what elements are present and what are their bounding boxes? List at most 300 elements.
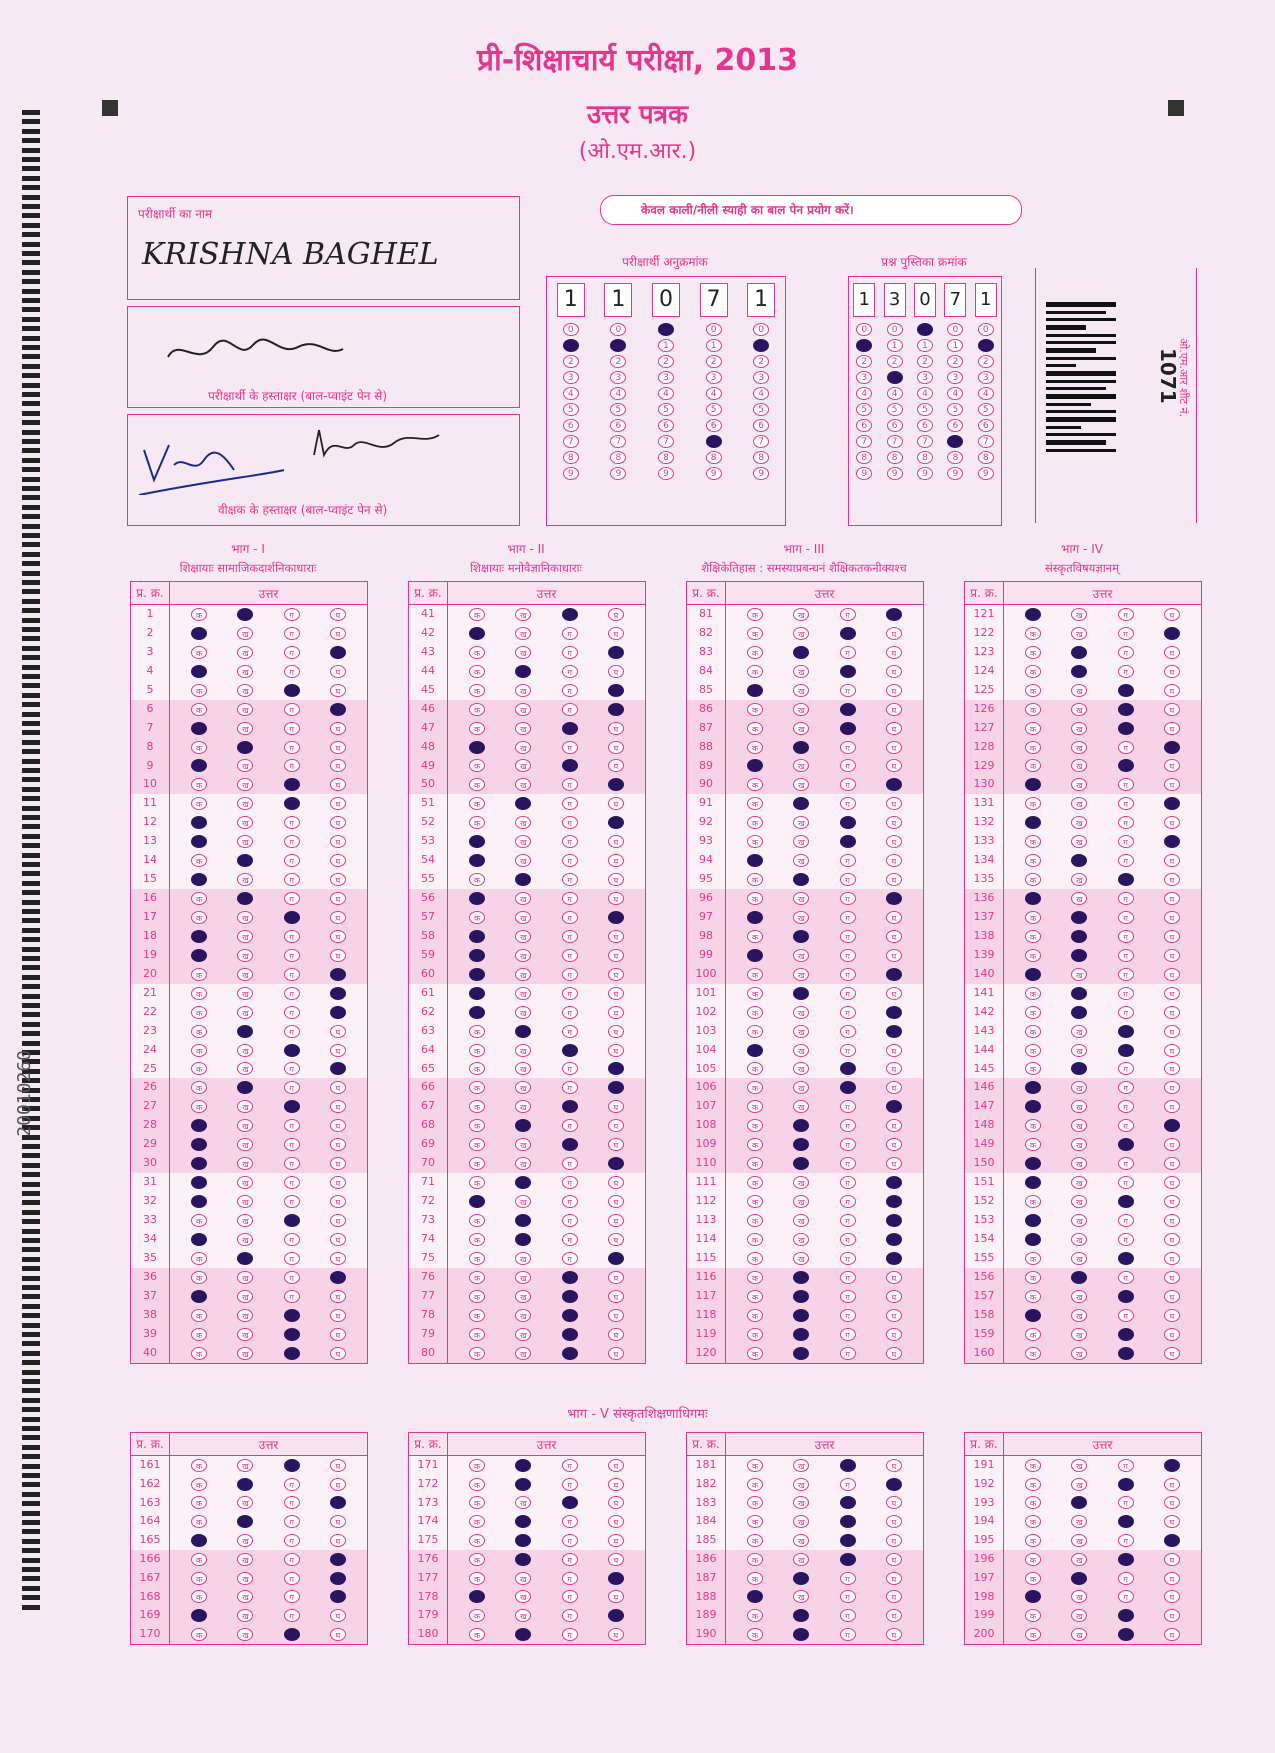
answer-bubble[interactable]: घ xyxy=(886,1252,902,1265)
answer-bubble[interactable]: ख xyxy=(1071,797,1087,810)
answer-bubble[interactable]: घ xyxy=(1164,1252,1180,1265)
answer-bubble[interactable]: ग xyxy=(1118,1496,1134,1509)
answer-bubble[interactable]: ग xyxy=(840,608,856,621)
answer-bubble[interactable]: ग xyxy=(284,1553,300,1566)
answer-bubble[interactable]: क xyxy=(747,911,763,924)
answer-bubble[interactable]: ख xyxy=(515,778,531,791)
answer-bubble[interactable]: क xyxy=(191,873,207,886)
answer-bubble[interactable]: ग xyxy=(284,1062,300,1075)
answer-bubble[interactable]: क xyxy=(747,1609,763,1622)
answer-bubble[interactable]: ग xyxy=(284,1609,300,1622)
answer-bubble[interactable]: घ xyxy=(608,1081,624,1094)
answer-bubble[interactable]: ग xyxy=(1118,1157,1134,1170)
answer-bubble[interactable]: ग xyxy=(284,1628,300,1641)
answer-bubble[interactable]: ख xyxy=(1071,1006,1087,1019)
answer-bubble[interactable]: क xyxy=(191,797,207,810)
answer-bubble[interactable]: ख xyxy=(793,1478,809,1491)
answer-bubble[interactable]: घ xyxy=(1164,778,1180,791)
answer-bubble[interactable]: ख xyxy=(793,1252,809,1265)
answer-bubble[interactable]: क xyxy=(191,1290,207,1303)
answer-bubble[interactable]: ख xyxy=(515,1328,531,1341)
answer-bubble[interactable]: क xyxy=(469,1609,485,1622)
answer-bubble[interactable]: घ xyxy=(886,1025,902,1038)
answer-bubble[interactable]: घ xyxy=(608,1195,624,1208)
answer-bubble[interactable]: ग xyxy=(284,703,300,716)
answer-bubble[interactable]: ख xyxy=(237,1157,253,1170)
answer-bubble[interactable]: ख xyxy=(1071,1459,1087,1472)
answer-bubble[interactable]: ग xyxy=(562,1590,578,1603)
answer-bubble[interactable]: ग xyxy=(840,1044,856,1057)
answer-bubble[interactable]: ग xyxy=(840,627,856,640)
answer-bubble[interactable]: क xyxy=(1025,816,1041,829)
answer-bubble[interactable]: ग xyxy=(284,741,300,754)
answer-bubble[interactable]: क xyxy=(1025,1309,1041,1322)
answer-bubble[interactable]: घ xyxy=(1164,1062,1180,1075)
answer-bubble[interactable]: ख xyxy=(793,1496,809,1509)
answer-bubble[interactable]: ख xyxy=(793,1328,809,1341)
answer-bubble[interactable]: क xyxy=(469,703,485,716)
answer-bubble[interactable]: घ xyxy=(608,949,624,962)
answer-bubble[interactable]: क xyxy=(469,1100,485,1113)
answer-bubble[interactable]: ख xyxy=(793,1309,809,1322)
answer-bubble[interactable]: ख xyxy=(515,1138,531,1151)
answer-bubble[interactable]: ग xyxy=(284,1572,300,1585)
digit-bubble[interactable]: 4 xyxy=(563,387,579,400)
answer-bubble[interactable]: ग xyxy=(562,797,578,810)
digit-bubble[interactable]: 0 xyxy=(706,323,722,336)
answer-bubble[interactable]: क xyxy=(191,1044,207,1057)
answer-bubble[interactable]: ख xyxy=(793,1515,809,1528)
answer-bubble[interactable]: ग xyxy=(1118,1081,1134,1094)
answer-bubble[interactable]: घ xyxy=(608,797,624,810)
answer-bubble[interactable]: ग xyxy=(1118,1062,1134,1075)
answer-bubble[interactable]: ख xyxy=(793,722,809,735)
digit-bubble[interactable]: 2 xyxy=(978,355,994,368)
answer-bubble[interactable]: घ xyxy=(886,1609,902,1622)
answer-bubble[interactable]: घ xyxy=(1164,1609,1180,1622)
answer-bubble[interactable]: ख xyxy=(793,1119,809,1132)
answer-bubble[interactable]: ग xyxy=(1118,1252,1134,1265)
answer-bubble[interactable]: ख xyxy=(793,1025,809,1038)
answer-bubble[interactable]: ख xyxy=(515,1025,531,1038)
answer-bubble[interactable]: ख xyxy=(237,684,253,697)
answer-bubble[interactable]: क xyxy=(469,722,485,735)
answer-bubble[interactable]: घ xyxy=(1164,1025,1180,1038)
answer-bubble[interactable]: क xyxy=(191,1590,207,1603)
answer-bubble[interactable]: क xyxy=(191,892,207,905)
answer-bubble[interactable]: ख xyxy=(1071,873,1087,886)
answer-bubble[interactable]: क xyxy=(747,1044,763,1057)
answer-bubble[interactable]: ग xyxy=(562,873,578,886)
answer-bubble[interactable]: ग xyxy=(562,759,578,772)
answer-bubble[interactable]: क xyxy=(191,1572,207,1585)
answer-bubble[interactable]: ख xyxy=(1071,1138,1087,1151)
answer-bubble[interactable]: ख xyxy=(237,1347,253,1360)
answer-bubble[interactable]: घ xyxy=(886,646,902,659)
answer-bubble[interactable]: ग xyxy=(840,1478,856,1491)
answer-bubble[interactable]: घ xyxy=(330,930,346,943)
answer-bubble[interactable]: ग xyxy=(1118,1290,1134,1303)
answer-bubble[interactable]: ग xyxy=(1118,968,1134,981)
answer-bubble[interactable]: ख xyxy=(1071,1195,1087,1208)
answer-bubble[interactable]: ग xyxy=(840,1025,856,1038)
answer-bubble[interactable]: ग xyxy=(284,1478,300,1491)
answer-bubble[interactable]: घ xyxy=(608,1214,624,1227)
answer-bubble[interactable]: क xyxy=(469,835,485,848)
answer-bubble[interactable]: घ xyxy=(1164,1233,1180,1246)
answer-bubble[interactable]: क xyxy=(1025,835,1041,848)
digit-bubble[interactable]: 5 xyxy=(610,403,626,416)
answer-bubble[interactable]: ख xyxy=(515,835,531,848)
answer-bubble[interactable]: घ xyxy=(330,759,346,772)
answer-bubble[interactable]: क xyxy=(747,1628,763,1641)
answer-bubble[interactable]: घ xyxy=(608,1534,624,1547)
answer-bubble[interactable]: घ xyxy=(608,1459,624,1472)
answer-bubble[interactable]: घ xyxy=(330,1176,346,1189)
answer-bubble[interactable]: क xyxy=(469,930,485,943)
answer-bubble[interactable]: घ xyxy=(886,930,902,943)
answer-bubble[interactable]: घ xyxy=(330,646,346,659)
answer-bubble[interactable]: ख xyxy=(793,968,809,981)
answer-bubble[interactable]: ग xyxy=(562,854,578,867)
answer-bubble[interactable]: ख xyxy=(237,930,253,943)
answer-bubble[interactable]: घ xyxy=(1164,703,1180,716)
answer-bubble[interactable]: क xyxy=(1025,1214,1041,1227)
answer-bubble[interactable]: ख xyxy=(515,1081,531,1094)
answer-bubble[interactable]: ख xyxy=(793,1590,809,1603)
answer-bubble[interactable]: घ xyxy=(330,1609,346,1622)
answer-bubble[interactable]: ग xyxy=(1118,911,1134,924)
answer-bubble[interactable]: घ xyxy=(1164,722,1180,735)
answer-bubble[interactable]: क xyxy=(747,1081,763,1094)
digit-bubble[interactable]: 3 xyxy=(917,371,933,384)
answer-bubble[interactable]: घ xyxy=(1164,1100,1180,1113)
answer-bubble[interactable]: क xyxy=(1025,1347,1041,1360)
answer-bubble[interactable]: ख xyxy=(793,1553,809,1566)
answer-bubble[interactable]: घ xyxy=(330,1309,346,1322)
answer-bubble[interactable]: ग xyxy=(1118,1628,1134,1641)
answer-bubble[interactable]: क xyxy=(747,1553,763,1566)
answer-bubble[interactable]: क xyxy=(1025,1515,1041,1528)
answer-bubble[interactable]: ख xyxy=(237,1309,253,1322)
answer-bubble[interactable]: ग xyxy=(284,1233,300,1246)
answer-bubble[interactable]: ग xyxy=(562,1628,578,1641)
answer-bubble[interactable]: घ xyxy=(1164,665,1180,678)
answer-bubble[interactable]: क xyxy=(1025,1553,1041,1566)
digit-bubble[interactable]: 3 xyxy=(947,371,963,384)
digit-bubble[interactable]: 3 xyxy=(887,371,903,384)
answer-bubble[interactable]: क xyxy=(1025,892,1041,905)
answer-bubble[interactable]: क xyxy=(191,722,207,735)
answer-bubble[interactable]: ख xyxy=(793,949,809,962)
answer-bubble[interactable]: घ xyxy=(330,1590,346,1603)
answer-bubble[interactable]: घ xyxy=(608,759,624,772)
answer-bubble[interactable]: ख xyxy=(793,1138,809,1151)
answer-bubble[interactable]: क xyxy=(1025,1195,1041,1208)
answer-bubble[interactable]: घ xyxy=(608,1290,624,1303)
answer-bubble[interactable]: क xyxy=(1025,1252,1041,1265)
digit-bubble[interactable]: 1 xyxy=(887,339,903,352)
answer-bubble[interactable]: क xyxy=(1025,722,1041,735)
digit-bubble[interactable]: 9 xyxy=(947,467,963,480)
answer-bubble[interactable]: ग xyxy=(1118,816,1134,829)
answer-bubble[interactable]: घ xyxy=(886,1328,902,1341)
answer-bubble[interactable]: क xyxy=(747,1347,763,1360)
answer-bubble[interactable]: ख xyxy=(237,1006,253,1019)
answer-bubble[interactable]: ग xyxy=(562,741,578,754)
answer-bubble[interactable]: घ xyxy=(886,1062,902,1075)
answer-bubble[interactable]: घ xyxy=(1164,987,1180,1000)
answer-bubble[interactable]: ग xyxy=(562,1157,578,1170)
answer-bubble[interactable]: ख xyxy=(793,1214,809,1227)
answer-bubble[interactable]: ख xyxy=(237,1328,253,1341)
answer-bubble[interactable]: क xyxy=(747,1252,763,1265)
answer-bubble[interactable]: ग xyxy=(840,968,856,981)
answer-bubble[interactable]: घ xyxy=(330,1119,346,1132)
answer-bubble[interactable]: घ xyxy=(608,816,624,829)
answer-bubble[interactable]: घ xyxy=(1164,1195,1180,1208)
answer-bubble[interactable]: ग xyxy=(840,1515,856,1528)
answer-bubble[interactable]: ग xyxy=(840,684,856,697)
answer-bubble[interactable]: क xyxy=(191,911,207,924)
answer-bubble[interactable]: क xyxy=(469,1138,485,1151)
answer-bubble[interactable]: क xyxy=(747,1459,763,1472)
answer-bubble[interactable]: क xyxy=(469,1459,485,1472)
answer-bubble[interactable]: क xyxy=(747,1290,763,1303)
digit-bubble[interactable]: 0 xyxy=(856,323,872,336)
answer-bubble[interactable]: घ xyxy=(330,1157,346,1170)
answer-bubble[interactable]: ख xyxy=(1071,684,1087,697)
answer-bubble[interactable]: क xyxy=(469,797,485,810)
digit-bubble[interactable]: 1 xyxy=(706,339,722,352)
answer-bubble[interactable]: घ xyxy=(886,873,902,886)
answer-bubble[interactable]: ग xyxy=(1118,854,1134,867)
answer-bubble[interactable]: क xyxy=(1025,1290,1041,1303)
digit-bubble[interactable]: 6 xyxy=(658,419,674,432)
answer-bubble[interactable]: ख xyxy=(237,627,253,640)
answer-bubble[interactable]: ग xyxy=(284,1157,300,1170)
answer-bubble[interactable]: घ xyxy=(886,665,902,678)
answer-bubble[interactable]: ग xyxy=(284,1119,300,1132)
answer-bubble[interactable]: ख xyxy=(1071,759,1087,772)
answer-bubble[interactable]: घ xyxy=(608,892,624,905)
answer-bubble[interactable]: ख xyxy=(237,1553,253,1566)
answer-bubble[interactable]: क xyxy=(191,1081,207,1094)
answer-bubble[interactable]: घ xyxy=(886,1100,902,1113)
digit-bubble[interactable]: 4 xyxy=(856,387,872,400)
answer-bubble[interactable]: ग xyxy=(284,1100,300,1113)
answer-bubble[interactable]: क xyxy=(1025,1062,1041,1075)
answer-bubble[interactable]: ख xyxy=(237,1252,253,1265)
answer-bubble[interactable]: क xyxy=(469,608,485,621)
answer-bubble[interactable]: क xyxy=(1025,1496,1041,1509)
digit-bubble[interactable]: 7 xyxy=(856,435,872,448)
answer-bubble[interactable]: ख xyxy=(515,1252,531,1265)
digit-bubble[interactable]: 0 xyxy=(753,323,769,336)
answer-bubble[interactable]: घ xyxy=(608,608,624,621)
digit-bubble[interactable]: 1 xyxy=(978,339,994,352)
digit-bubble[interactable]: 7 xyxy=(947,435,963,448)
answer-bubble[interactable]: ख xyxy=(1071,1496,1087,1509)
answer-bubble[interactable]: क xyxy=(469,949,485,962)
answer-bubble[interactable]: ग xyxy=(284,1496,300,1509)
answer-bubble[interactable]: क xyxy=(747,1176,763,1189)
answer-bubble[interactable]: ग xyxy=(284,1534,300,1547)
answer-bubble[interactable]: ख xyxy=(515,759,531,772)
answer-bubble[interactable]: घ xyxy=(330,1025,346,1038)
digit-bubble[interactable]: 5 xyxy=(706,403,722,416)
answer-bubble[interactable]: घ xyxy=(330,835,346,848)
answer-bubble[interactable]: ख xyxy=(237,911,253,924)
answer-bubble[interactable]: ख xyxy=(515,1496,531,1509)
answer-bubble[interactable]: घ xyxy=(330,1478,346,1491)
answer-bubble[interactable]: क xyxy=(469,741,485,754)
answer-bubble[interactable]: ग xyxy=(1118,1515,1134,1528)
answer-bubble[interactable]: ग xyxy=(1118,1347,1134,1360)
digit-bubble[interactable]: 8 xyxy=(658,451,674,464)
answer-bubble[interactable]: क xyxy=(191,1271,207,1284)
answer-bubble[interactable]: ग xyxy=(284,930,300,943)
answer-bubble[interactable]: ख xyxy=(793,1176,809,1189)
answer-bubble[interactable]: ख xyxy=(515,911,531,924)
answer-bubble[interactable]: घ xyxy=(608,741,624,754)
answer-bubble[interactable]: घ xyxy=(886,1309,902,1322)
answer-bubble[interactable]: ख xyxy=(515,1214,531,1227)
answer-bubble[interactable]: क xyxy=(1025,873,1041,886)
answer-bubble[interactable]: ग xyxy=(1118,987,1134,1000)
answer-bubble[interactable]: घ xyxy=(330,1062,346,1075)
answer-bubble[interactable]: ख xyxy=(1071,665,1087,678)
answer-bubble[interactable]: घ xyxy=(1164,911,1180,924)
answer-bubble[interactable]: क xyxy=(1025,1590,1041,1603)
answer-bubble[interactable]: क xyxy=(747,873,763,886)
answer-bubble[interactable]: ग xyxy=(562,1195,578,1208)
answer-bubble[interactable]: ग xyxy=(284,1252,300,1265)
answer-bubble[interactable]: ख xyxy=(515,949,531,962)
answer-bubble[interactable]: ग xyxy=(1118,722,1134,735)
answer-bubble[interactable]: ख xyxy=(515,797,531,810)
answer-bubble[interactable]: ग xyxy=(1118,797,1134,810)
answer-bubble[interactable]: क xyxy=(747,1119,763,1132)
answer-bubble[interactable]: ख xyxy=(515,1572,531,1585)
answer-bubble[interactable]: घ xyxy=(330,1138,346,1151)
answer-bubble[interactable]: ख xyxy=(515,1534,531,1547)
digit-bubble[interactable]: 8 xyxy=(856,451,872,464)
answer-bubble[interactable]: घ xyxy=(1164,1044,1180,1057)
answer-bubble[interactable]: ग xyxy=(840,854,856,867)
answer-bubble[interactable]: घ xyxy=(886,1157,902,1170)
answer-bubble[interactable]: ग xyxy=(284,1025,300,1038)
answer-bubble[interactable]: ख xyxy=(1071,1478,1087,1491)
answer-bubble[interactable]: घ xyxy=(1164,816,1180,829)
answer-bubble[interactable]: घ xyxy=(330,1515,346,1528)
answer-bubble[interactable]: ख xyxy=(237,741,253,754)
answer-bubble[interactable]: क xyxy=(1025,1328,1041,1341)
answer-bubble[interactable]: क xyxy=(1025,968,1041,981)
answer-bubble[interactable]: क xyxy=(747,892,763,905)
answer-bubble[interactable]: क xyxy=(747,703,763,716)
answer-bubble[interactable]: ग xyxy=(1118,608,1134,621)
digit-bubble[interactable]: 7 xyxy=(917,435,933,448)
answer-bubble[interactable]: क xyxy=(747,741,763,754)
digit-bubble[interactable]: 5 xyxy=(947,403,963,416)
answer-bubble[interactable]: ग xyxy=(840,1459,856,1472)
answer-bubble[interactable]: ख xyxy=(1071,1252,1087,1265)
answer-bubble[interactable]: ख xyxy=(1071,854,1087,867)
answer-bubble[interactable]: ग xyxy=(284,854,300,867)
digit-bubble[interactable]: 9 xyxy=(753,467,769,480)
answer-bubble[interactable]: ग xyxy=(840,665,856,678)
answer-bubble[interactable]: ग xyxy=(1118,1214,1134,1227)
answer-bubble[interactable]: ख xyxy=(793,816,809,829)
answer-bubble[interactable]: ख xyxy=(1071,1328,1087,1341)
answer-bubble[interactable]: घ xyxy=(886,1347,902,1360)
answer-bubble[interactable]: ग xyxy=(284,1195,300,1208)
answer-bubble[interactable]: ख xyxy=(237,608,253,621)
answer-bubble[interactable]: क xyxy=(191,949,207,962)
digit-bubble[interactable]: 9 xyxy=(610,467,626,480)
answer-bubble[interactable]: घ xyxy=(608,873,624,886)
answer-bubble[interactable]: क xyxy=(469,1309,485,1322)
answer-bubble[interactable]: क xyxy=(1025,646,1041,659)
digit-bubble[interactable]: 9 xyxy=(658,467,674,480)
answer-bubble[interactable]: घ xyxy=(330,1195,346,1208)
answer-bubble[interactable]: ग xyxy=(284,722,300,735)
answer-bubble[interactable]: घ xyxy=(886,892,902,905)
answer-bubble[interactable]: घ xyxy=(886,1119,902,1132)
answer-bubble[interactable]: ग xyxy=(562,987,578,1000)
digit-bubble[interactable]: 6 xyxy=(706,419,722,432)
digit-bubble[interactable]: 7 xyxy=(610,435,626,448)
answer-bubble[interactable]: क xyxy=(469,1534,485,1547)
answer-bubble[interactable]: घ xyxy=(1164,854,1180,867)
answer-bubble[interactable]: ख xyxy=(515,627,531,640)
answer-bubble[interactable]: ख xyxy=(793,797,809,810)
answer-bubble[interactable]: ग xyxy=(840,1553,856,1566)
digit-bubble[interactable]: 2 xyxy=(947,355,963,368)
answer-bubble[interactable]: घ xyxy=(330,1214,346,1227)
answer-bubble[interactable]: ग xyxy=(1118,627,1134,640)
answer-bubble[interactable]: क xyxy=(469,1347,485,1360)
answer-bubble[interactable]: ग xyxy=(1118,665,1134,678)
answer-bubble[interactable]: ख xyxy=(793,1459,809,1472)
answer-bubble[interactable]: घ xyxy=(608,854,624,867)
answer-bubble[interactable]: क xyxy=(747,1195,763,1208)
answer-bubble[interactable]: ग xyxy=(562,1328,578,1341)
answer-bubble[interactable]: ग xyxy=(1118,1044,1134,1057)
answer-bubble[interactable]: घ xyxy=(1164,627,1180,640)
answer-bubble[interactable]: ख xyxy=(1071,911,1087,924)
answer-bubble[interactable]: क xyxy=(747,930,763,943)
answer-bubble[interactable]: ग xyxy=(284,684,300,697)
answer-bubble[interactable]: घ xyxy=(330,741,346,754)
answer-bubble[interactable]: घ xyxy=(608,987,624,1000)
answer-bubble[interactable]: घ xyxy=(330,703,346,716)
answer-bubble[interactable]: ख xyxy=(237,1025,253,1038)
answer-bubble[interactable]: ग xyxy=(562,1138,578,1151)
answer-bubble[interactable]: ग xyxy=(840,1534,856,1547)
digit-bubble[interactable]: 3 xyxy=(563,371,579,384)
answer-bubble[interactable]: ख xyxy=(793,1628,809,1641)
answer-bubble[interactable]: क xyxy=(191,1609,207,1622)
answer-bubble[interactable]: क xyxy=(747,608,763,621)
answer-bubble[interactable]: ख xyxy=(1071,627,1087,640)
answer-bubble[interactable]: क xyxy=(469,1328,485,1341)
answer-bubble[interactable]: घ xyxy=(330,1271,346,1284)
answer-bubble[interactable]: घ xyxy=(608,1138,624,1151)
answer-bubble[interactable]: क xyxy=(1025,911,1041,924)
digit-bubble[interactable]: 9 xyxy=(856,467,872,480)
